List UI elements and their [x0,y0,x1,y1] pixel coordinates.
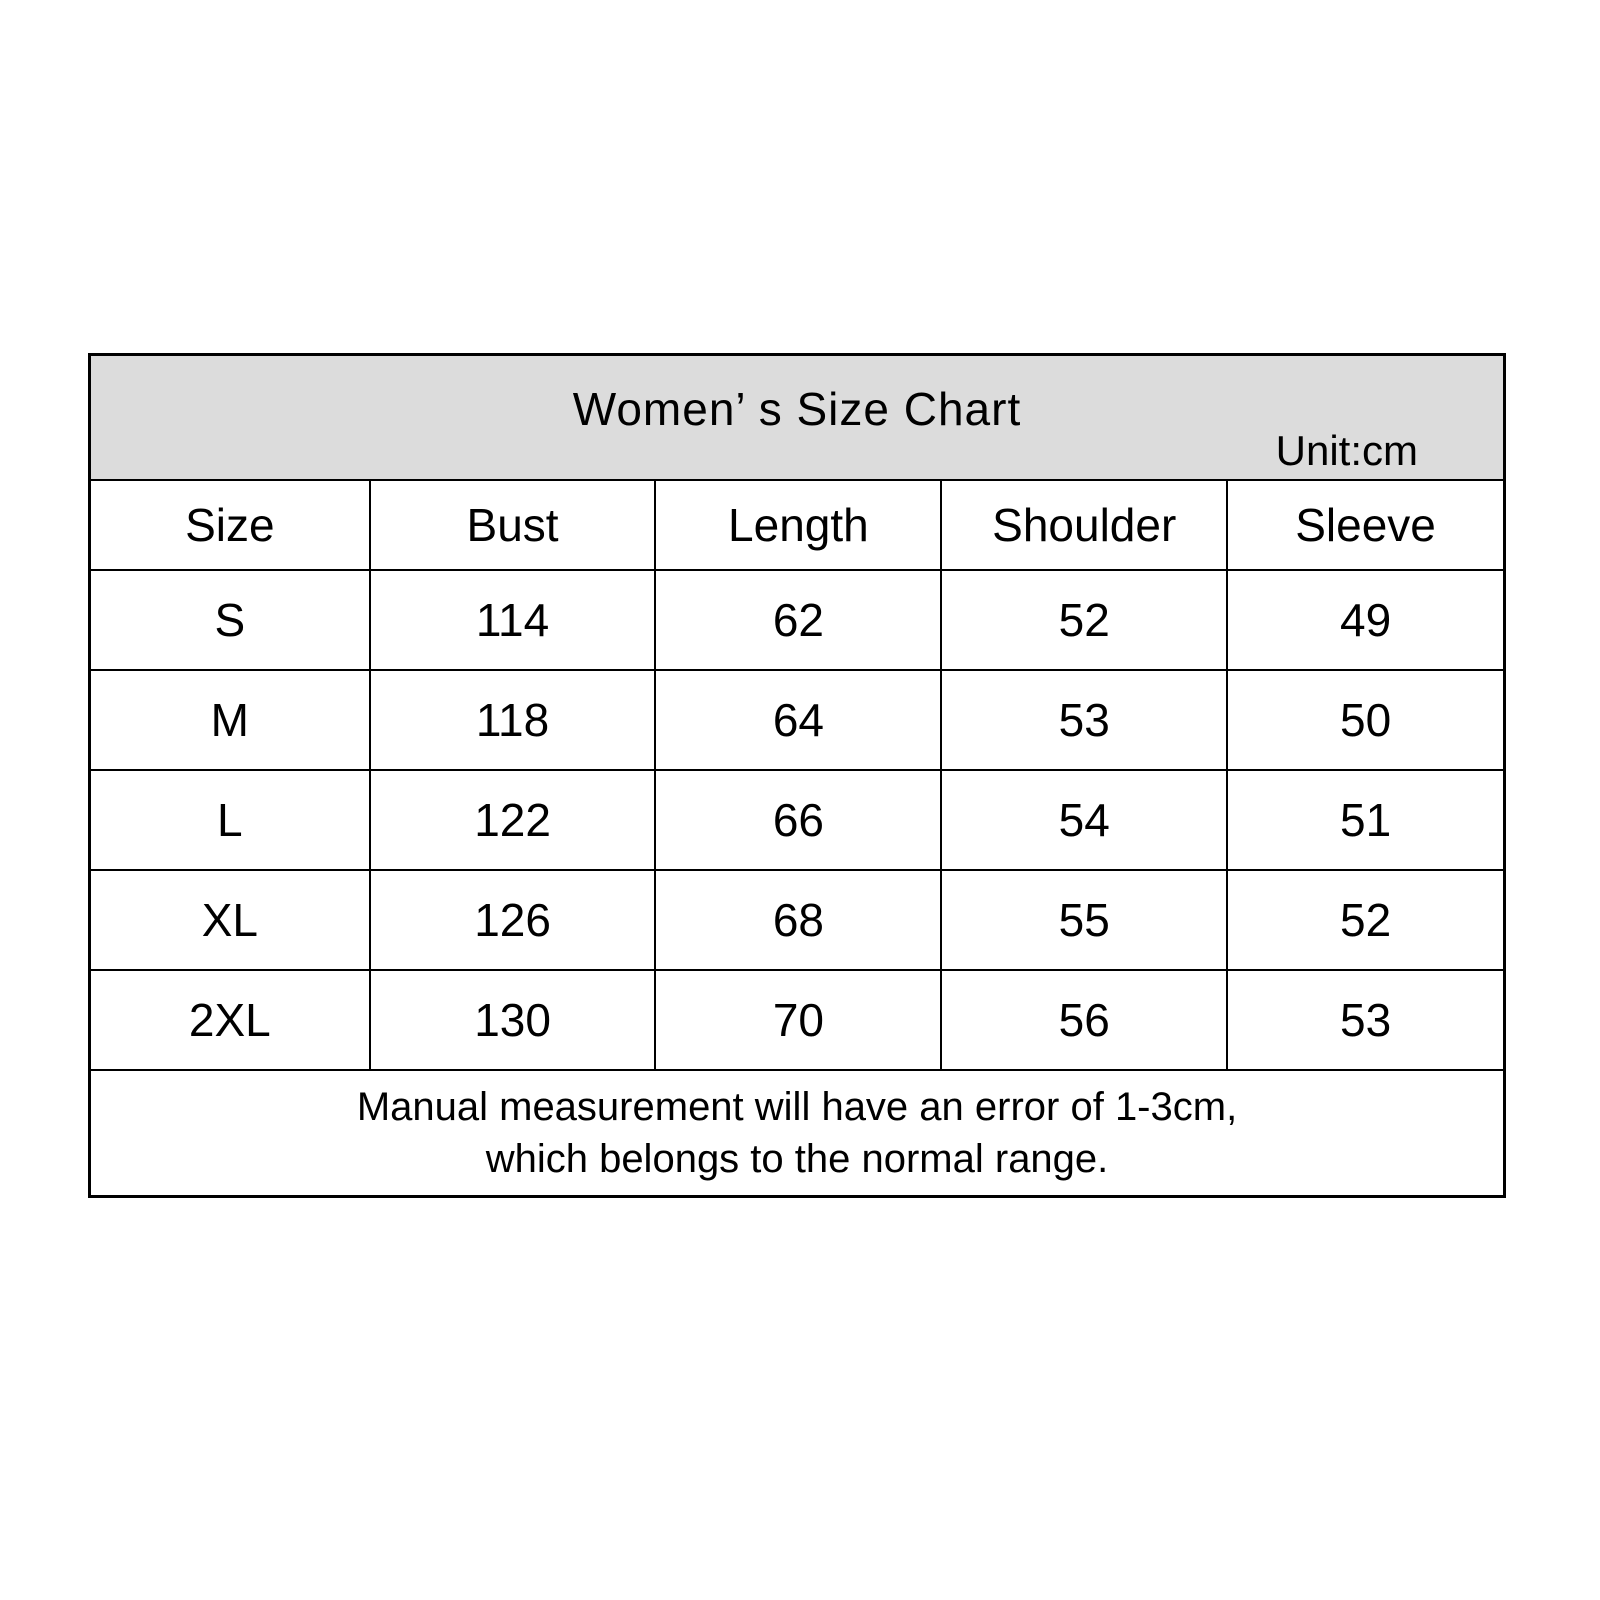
footnote-line-1: Manual measurement will have an error of 1-3cm, [356,1085,1238,1129]
table-row-s [90,570,1505,670]
table-row-xl [90,870,1505,970]
cell-shoulder: 54 [941,770,1227,870]
footnote-line-2: which belongs to the normal range. [485,1137,1109,1181]
cell-shoulder: 56 [941,970,1227,1070]
cell-shoulder: 53 [941,670,1227,770]
title-band-row [90,355,1505,481]
cell-bust: 130 [370,970,656,1070]
cell-size: M [90,670,370,770]
size-chart-table [88,353,1506,1198]
cell-length: 68 [655,870,941,970]
title-band [90,355,1505,481]
cell-sleeve: 51 [1227,770,1504,870]
cell-length: 70 [655,970,941,1070]
cell-length: 66 [655,770,941,870]
table-header-row [90,480,1505,570]
cell-length: 62 [655,570,941,670]
cell-shoulder: 52 [941,570,1227,670]
cell-size: L [90,770,370,870]
table-row-m [90,670,1505,770]
cell-bust: 114 [370,570,656,670]
cell-bust: 118 [370,670,656,770]
column-header-bust: Bust [370,480,656,570]
cell-size: XL [90,870,370,970]
cell-bust: 126 [370,870,656,970]
cell-size: 2XL [90,970,370,1070]
column-header-shoulder: Shoulder [941,480,1227,570]
size-chart [88,353,1506,1198]
cell-sleeve: 50 [1227,670,1504,770]
cell-sleeve: 49 [1227,570,1504,670]
cell-shoulder: 55 [941,870,1227,970]
table-row-l [90,770,1505,870]
footnote-row [90,1070,1505,1197]
unit-label: Unit:cm [1275,427,1418,474]
table-row-2xl [90,970,1505,1070]
footnote [90,1070,1505,1197]
column-header-length: Length [655,480,941,570]
title-band-inner [91,356,1503,479]
column-header-size: Size [90,480,370,570]
chart-title: Women’ s Size Chart [572,383,1022,435]
cell-sleeve: 52 [1227,870,1504,970]
cell-size: S [90,570,370,670]
cell-bust: 122 [370,770,656,870]
cell-length: 64 [655,670,941,770]
cell-sleeve: 53 [1227,970,1504,1070]
column-header-sleeve: Sleeve [1227,480,1504,570]
